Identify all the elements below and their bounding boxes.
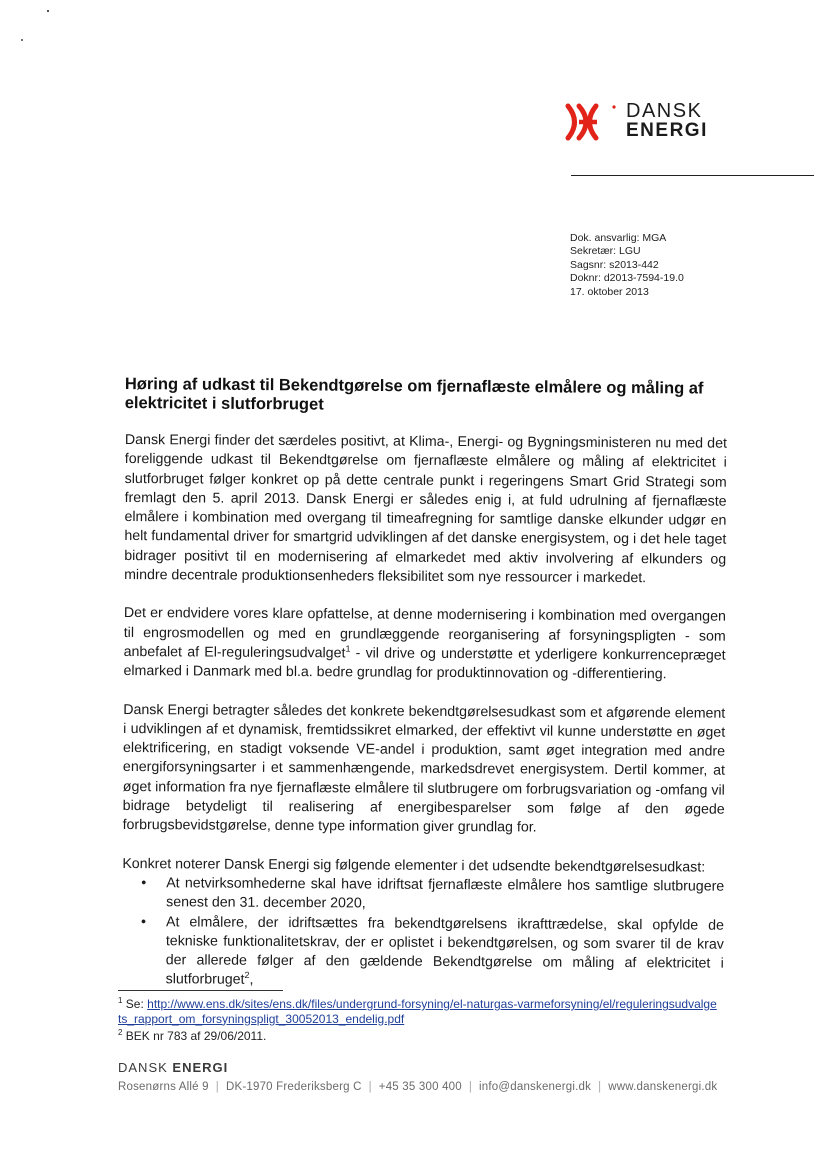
footer-email[interactable]: info@danskenergi.dk — [479, 1081, 592, 1093]
footer-brand-bold: ENERGI — [172, 1060, 229, 1075]
bullet-2-text: At elmålere, der idriftsættes fra bekendtgørelsens ikrafttrædelse, skal opfylde de tekniske funktionalitetskrav, der er oplistet i bekendtgørelsen, og som svarer til de krav der allerede følger af den gældende Bekendtgørelse om måling af elektricitet i slutforbruget — [165, 913, 725, 989]
document-meta — [570, 232, 684, 299]
footer-address: Rosenørns Allé 9 — [118, 1081, 209, 1093]
paragraph-4: Konkret noterer Dansk Energi sig følgende elementer i det udsendte bekendtgørelsesudkast: — [122, 855, 706, 876]
footnote-1-link[interactable]: http://www.ens.dk/sites/ens.dk/files/undergrund-forsyning/el-naturgas-varmeforsyning/el/reguleringsudvalgets_rapport_om_forsyningspligt_30052013_endelig.pdf — [118, 997, 717, 1026]
scan-specks — [0, 0, 60, 50]
meta-responsible: Dok. ansvarlig: MGA — [570, 232, 667, 244]
bullet-list — [122, 874, 725, 993]
document-title: Høring af udkast til Bekendtgørelse om fjernaflæste elmålere og måling af elektricitet i slutforbruget — [124, 375, 704, 414]
footer-separator: | — [598, 1081, 602, 1093]
page-footer — [118, 1060, 717, 1093]
footnote-1 — [118, 994, 718, 1026]
paragraph-2 — [123, 604, 725, 685]
footnote-ref-1[interactable]: 1 — [345, 643, 351, 654]
footer-city: DK-1970 Frederiksberg C — [225, 1081, 362, 1093]
footnote-2-number: 2 — [118, 1028, 123, 1037]
footer-brand-light: DANSK — [118, 1060, 168, 1075]
meta-date: 17. oktober 2013 — [570, 285, 649, 298]
bullet-1-text: At netvirksomhederne skal have idriftsat fjernaflæste elmålere hos samtlige slutbrugere senest den 31. december 2020, — [166, 875, 725, 912]
list-item — [122, 874, 724, 916]
bullet-icon: • — [141, 875, 147, 892]
paragraph-2-text-a: Det er endvidere vores klare opfattelse, at denne modernisering i kombination med overgangen til engrosmodellen og med en grundlæggende reorganisering af forsyningspligten - som anbefalet af El-reguleringsudvalget — [123, 605, 726, 662]
logo-line-2: ENERGI — [626, 120, 708, 141]
meta-document-number: Doknr: d2013-7594-19.0 — [570, 272, 684, 285]
footer-separator: | — [468, 1081, 473, 1093]
paragraph-2-text-b: - vil drive og understøtte et yderligere konkurrencepræget elmarked i Danmark med bl.a. bedre grundlag for produktinnovation og -differentiering. — [123, 645, 726, 683]
bullet-2-end: , — [249, 972, 254, 989]
footnote-ref-2[interactable]: 2 — [244, 970, 250, 981]
footnote-2 — [118, 1026, 718, 1044]
paragraph-1: Dansk Energi finder det særdeles positivt, at Klima-, Energi- og Bygningsministeren nu med det foreliggende udkast til Bekendtgørelse om fjernaflæste elmålere og måling af elektricitet i slutforbruget følger konkret op på dette centrale punkt i regeringens Smart Grid Strategi som fremlagt den 5. april 2013. Dansk Energi er således enig i, at fuld udrulning af fjernaflæste elmålere i kombination med overgang til timeafregning for samtlige danske elkunder udgør en helt fundamental driver for smartgrid udviklingen af det danske energisystem, og i det hele taget bidrager positivt til en modernisering af elmarkedet med aktiv involvering af elkunders og mindre decentrale produktionsenheders fleksibilitet som nye ressourcer i markedet. — [124, 431, 727, 587]
logo-wordmark — [626, 101, 708, 141]
bullet-icon: • — [140, 913, 147, 930]
list-item — [122, 913, 724, 994]
footnote-1-number: 1 — [118, 996, 123, 1005]
footnote-1-label: Se: — [125, 997, 148, 1011]
meta-case-number: Sagsnr: s2013-442 — [570, 258, 659, 271]
footnote-divider — [118, 990, 283, 991]
footer-separator: | — [215, 1081, 219, 1093]
footer-phone[interactable]: +45 35 300 400 — [378, 1081, 462, 1093]
footer-brand — [118, 1060, 717, 1075]
footnotes — [118, 994, 718, 1044]
footer-contact-line — [118, 1081, 717, 1093]
logo-line-1: DANSK — [626, 100, 703, 122]
footnote-2-text: BEK nr 783 af 29/06/2011. — [125, 1029, 267, 1043]
paragraph-3: Dansk Energi betragter således det konkrete bekendtgørelsesudkast som et afgørende element i udviklingen af et dynamisk, fremtidssikret elmarked, der effektivt vil kunne understøtte en øget elektrificering, en stadigt voksende VE-andel i produktion, samt øget integration med andre energiforsyningsarter i et sammenhængende, markedsdrevet energisystem. Dertil kommer, at øget information fra nye fjernaflæste elmålere til slutbrugere om forbrugsvariation og -omfang vil bidrage betydeligt til realisering af energibesparelser som følge af den øgede forbrugsbevidstgørelse, denne type information giver grundlag for. — [122, 701, 726, 836]
footer-separator: | — [368, 1081, 372, 1093]
footer-website[interactable]: www.danskenergi.dk — [608, 1081, 718, 1093]
header-divider — [571, 175, 814, 176]
document-body — [122, 431, 727, 993]
meta-secretary: Sekretær: LGU — [570, 245, 641, 258]
